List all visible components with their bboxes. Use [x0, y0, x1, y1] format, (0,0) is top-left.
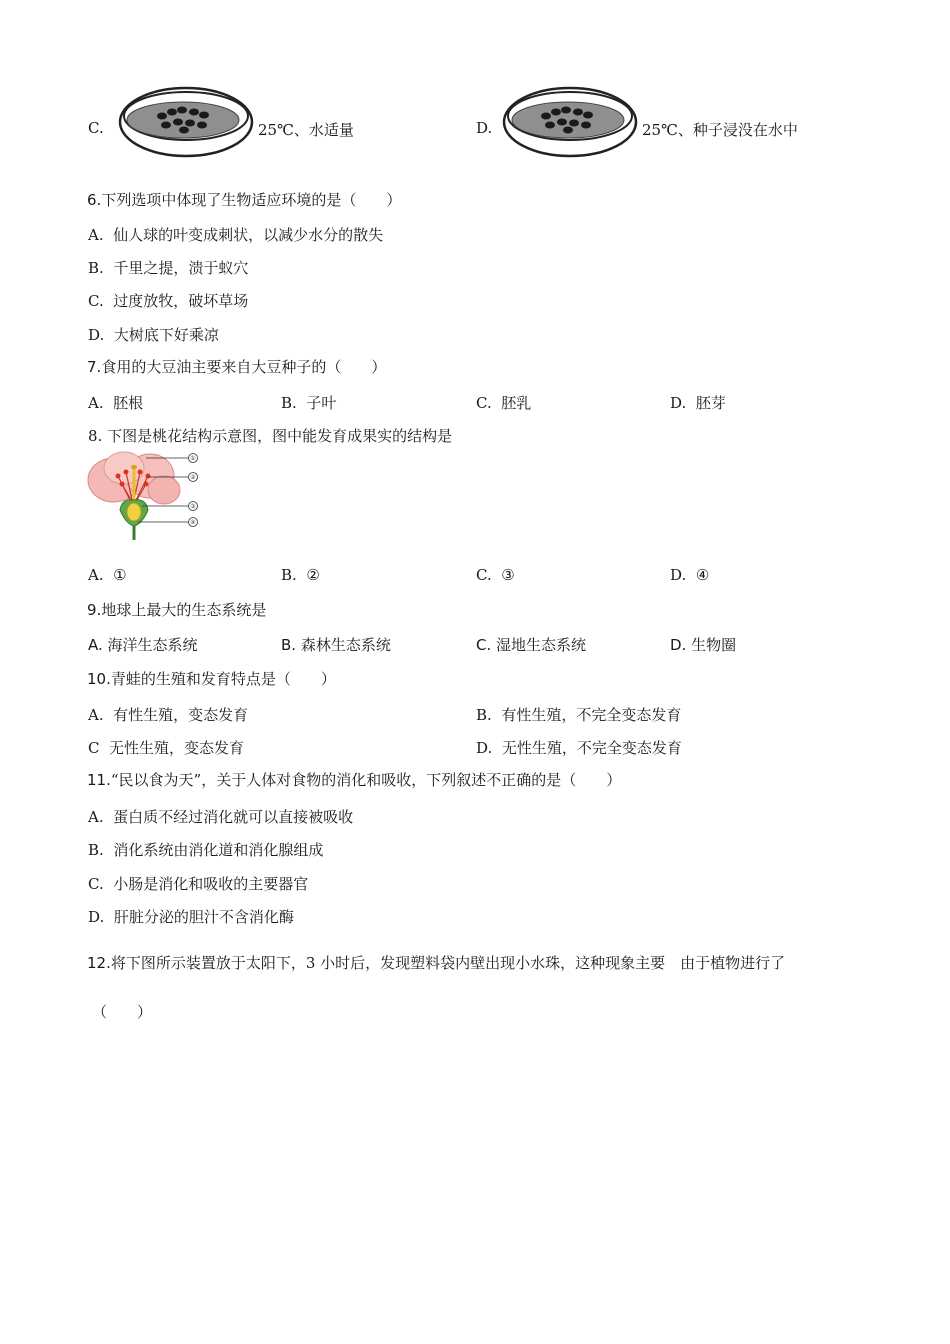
q12-stem [87, 952, 785, 973]
q10-option-b: B. 有性生殖，不完全变态发育 [476, 706, 682, 724]
q7-number: 7. [87, 358, 102, 376]
q6-option-d: D. 大树底下好乘凉 [88, 326, 219, 344]
figure-label-2: ② [190, 474, 196, 481]
q6-text: 下列选项中体现了生物适应环境的是（ ） [101, 191, 402, 209]
q11-stem [87, 769, 621, 790]
q8-option-d: D. ④ [670, 566, 710, 584]
q11-option-d: D. 肝脏分泌的胆汁不含消化酶 [88, 908, 294, 926]
petri-dish-d-image [500, 82, 640, 158]
q12-answer-blank: （ ） [92, 1003, 153, 1021]
q9-text: 地球上最大的生态系统是 [101, 601, 267, 619]
q6-number: 6. [87, 191, 102, 209]
q6-option-b: B. 千里之提，溃于蚁穴 [88, 259, 249, 277]
q8-option-c: C. ③ [476, 566, 515, 584]
q12-text: 将下图所示装置放于太阳下，3 小时后，发现塑料袋内壁出现小水珠，这种现象主要 由于植物进行了 [110, 954, 786, 972]
q7-option-c: C. 胚乳 [476, 394, 532, 412]
q10-option-c: C 无性生殖，变态发育 [88, 739, 245, 757]
q9-option-a: A. 海洋生态系统 [88, 636, 198, 654]
q6-stem [87, 189, 401, 210]
q8-option-a: A. ① [88, 566, 127, 584]
q8-option-b: B. ② [281, 566, 320, 584]
figure-label-4: ④ [190, 519, 196, 526]
q7-option-b: B. 子叶 [281, 394, 337, 412]
q12-number: 12. [87, 954, 111, 972]
q11-option-b: B. 消化系统由消化道和消化腺组成 [88, 841, 324, 859]
q10-stem [87, 668, 336, 689]
q5-option-c-text: 25℃、水适量 [258, 121, 354, 139]
q7-text: 食用的大豆油主要来自大豆种子的（ ） [101, 358, 387, 376]
q9-stem [87, 599, 266, 620]
q10-number: 10. [87, 670, 111, 688]
q9-number: 9. [87, 601, 102, 619]
q6-option-c: C. 过度放牧，破坏草场 [88, 292, 249, 310]
q8-stem: 8. 下图是桃花结构示意图，图中能发育成果实的结构是 [88, 427, 453, 445]
q7-option-a: A. 胚根 [88, 394, 144, 412]
q11-text: “民以食为天”，关于人体对食物的消化和吸收，下列叙述不正确的是（ ） [110, 771, 622, 789]
q6-option-a: A. 仙人球的叶变成刺状，以减少水分的散失 [88, 226, 384, 244]
q10-option-d: D. 无性生殖，不完全变态发育 [476, 739, 682, 757]
q5-option-d-text: 25℃、种子浸没在水中 [642, 121, 798, 139]
q5-option-d-label: D. [476, 119, 493, 137]
q5-option-c-label: C. [88, 119, 104, 137]
q9-option-c: C. 湿地生态系统 [476, 636, 587, 654]
figure-label-1: ① [190, 455, 196, 462]
peach-flower-diagram [84, 450, 204, 542]
q9-option-b: B. 森林生态系统 [281, 636, 391, 654]
petri-dish-c-image [116, 82, 256, 158]
q9-option-d: D. 生物圈 [670, 636, 737, 654]
q11-number: 11. [87, 771, 111, 789]
q7-option-d: D. 胚芽 [670, 394, 726, 412]
q7-stem [87, 356, 386, 377]
q10-text: 青蛙的生殖和发育特点是（ ） [110, 670, 336, 688]
figure-label-3: ③ [190, 503, 196, 510]
q11-option-c: C. 小肠是消化和吸收的主要器官 [88, 875, 309, 893]
q11-option-a: A. 蛋白质不经过消化就可以直接被吸收 [88, 808, 354, 826]
q10-option-a: A. 有性生殖，变态发育 [88, 706, 249, 724]
